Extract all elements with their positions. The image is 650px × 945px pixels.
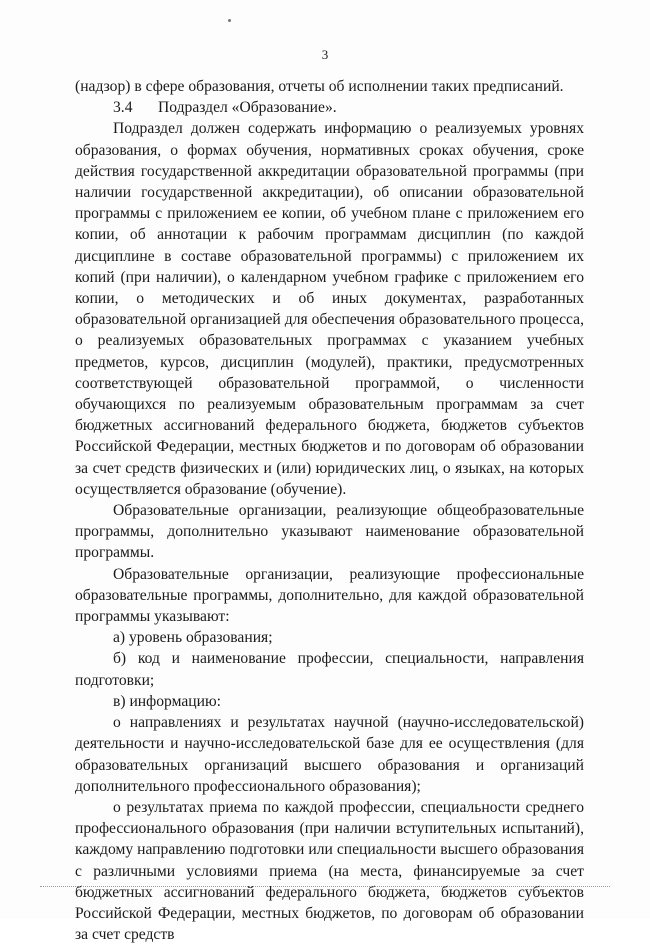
page-number: 3 <box>321 47 329 62</box>
paragraph-subsection-content: Подраздел должен содержать информацию о реализуемых уровнях образования, о формах обучения, нормативных сроках обучения, сроке действия государственной аккредитации образовательной программы (при наличии государственной аккредитации), об описании образовательной программы с приложением ее копии, об учебном плане с приложением его копии, об аннотации к рабочим программам дисциплин (по каждой дисциплине в составе образовательной программы) с приложением их копий (при наличии), о календарном учебном графике с приложением его копии, о методических и об иных документах, разработанных образовательной организацией для обеспечения образовательного процесса, о реализуемых образовательных программах с указанием учебных предметов, курсов, дисциплин (модулей), практики, предусмотренных соответствующей образовательной программой, о численности обучающихся по реализуемым образовательным программам за счет бюджетных ассигнований федерального бюджета, бюджетов субъектов Российской Федерации, местных бюджетов и по договорам об образовании за счет средств физических и (или) юридических лиц, о языках, на которых осуществляется образование (обучение). <box>75 120 584 498</box>
paragraph-professional-education: Образовательные организации, реализующие профессиональные образовательные программы, дополнительно, для каждой образовательной программы указывают: <box>75 565 584 626</box>
list-item-a: а) уровень образования; <box>113 629 273 647</box>
list-item-b: б) код и наименование профессии, специальности, направления подготовки; <box>75 650 584 689</box>
paragraph-continuation: (надзор) в сфере образования, отчеты об исполнении таких предписаний. <box>75 78 564 95</box>
paragraph-general-education: Образовательные организации, реализующие общеобразовательные программы, дополнительно указывают наименование образовательной программы. <box>75 502 584 562</box>
paragraph-research: о направлениях и результатах научной (научно-исследовательской) деятельности и научно-исследовательской базе для ее осуществления (для образовательных организаций высшего образования и организаций дополнительного профессионального образования); <box>75 714 584 795</box>
document-body <box>75 76 584 945</box>
section-heading <box>75 97 584 118</box>
scan-speck <box>228 19 231 22</box>
paragraph-admission-results: о результатах приема по каждой профессии, специальности среднего профессионального образования (при наличии вступительных испытаний), каждому направлению подготовки или специальности высшего образования с различными условиями приема (на места, финансируемые за счет бюджетных ассигнований федерального бюджета, бюджетов субъектов Российской Федерации, местных бюджетов, по договорам об образовании за счет средств <box>75 798 584 944</box>
scan-edge-line <box>40 886 610 887</box>
section-title: Подраздел «Образование». <box>158 99 337 117</box>
list-item-c: в) информацию: <box>113 692 221 710</box>
section-number: 3.4 <box>113 99 133 117</box>
